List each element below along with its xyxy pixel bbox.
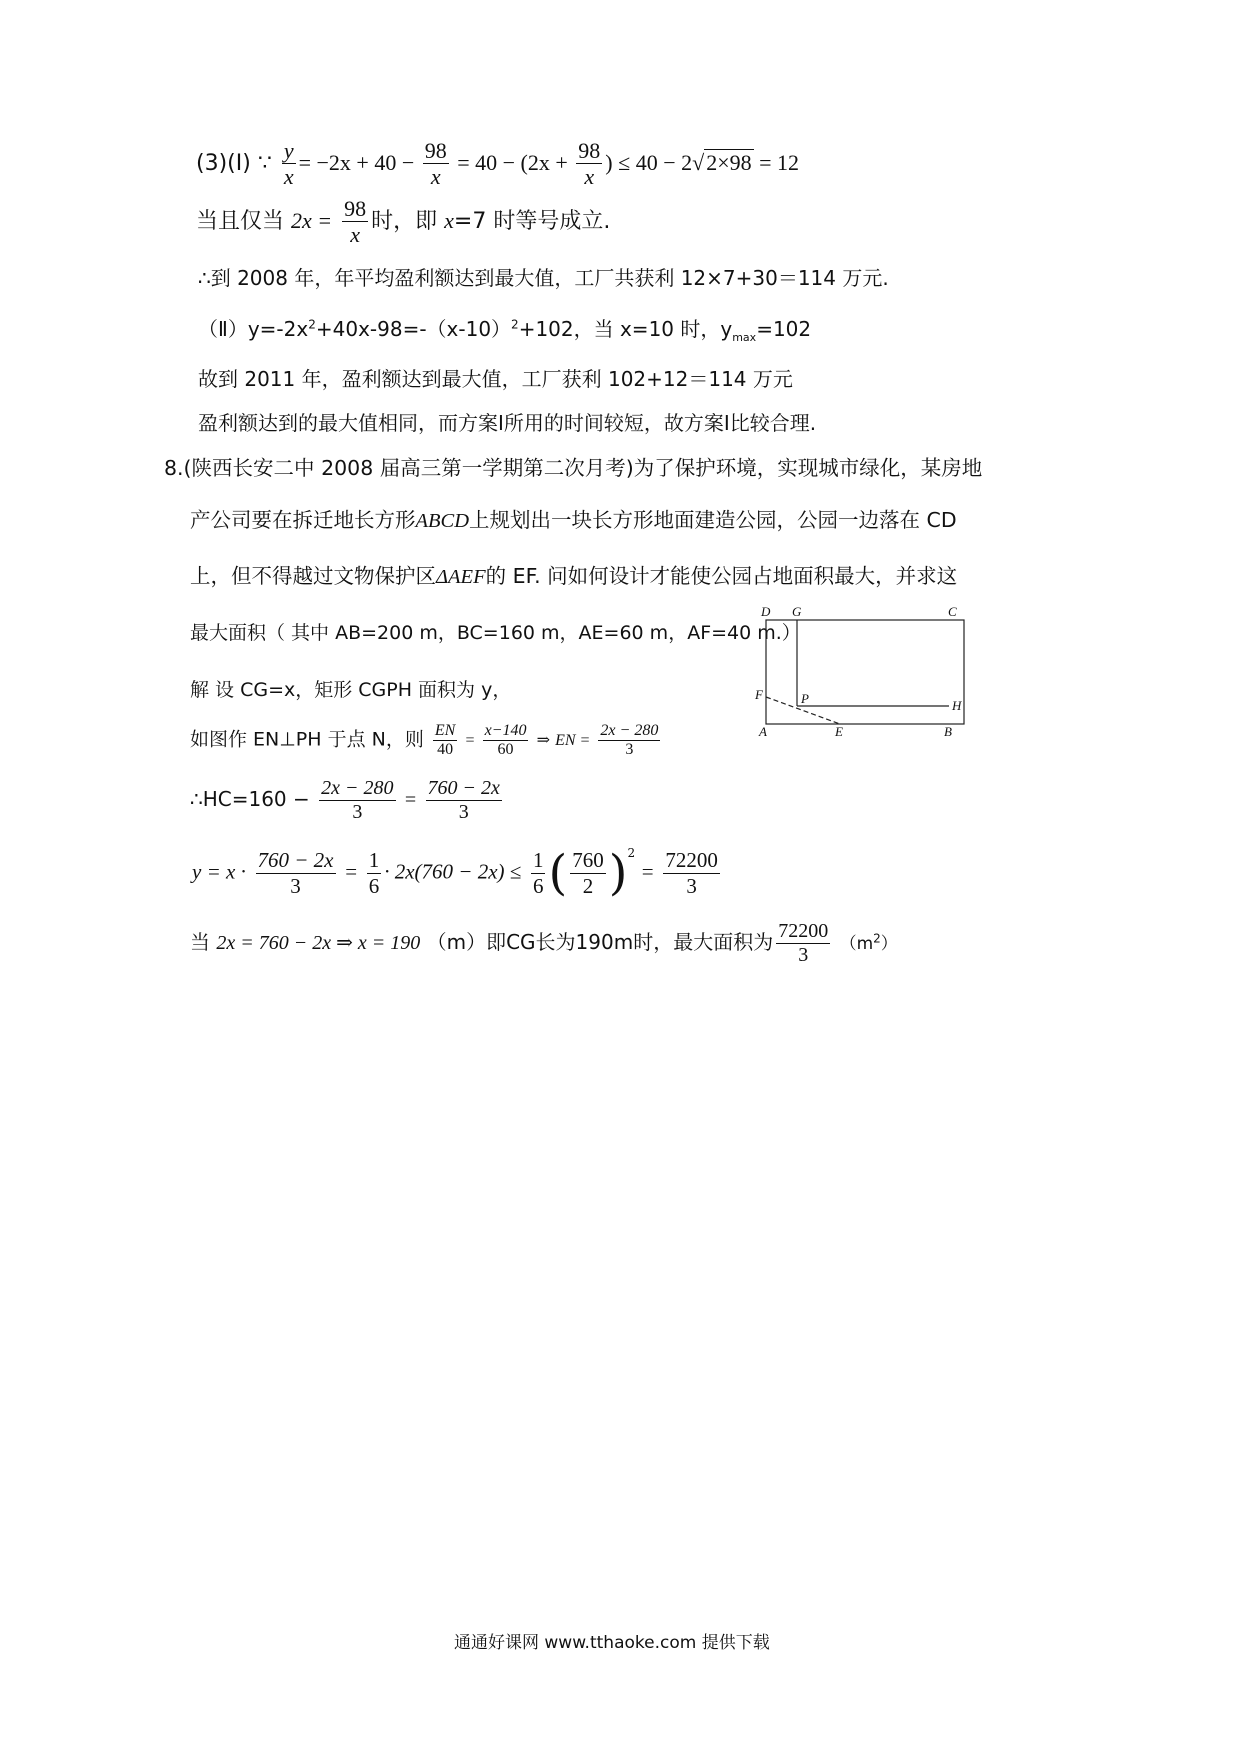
fraction-y-over-x: $\frac{y}{x}$ — [283, 138, 294, 190]
because-symbol: ∵ — [257, 150, 272, 176]
solution3-line1: (3)(Ⅰ) ∵ $\frac{y}{x}$ = −2x + 40 − $\frac{98}{x}$ = 40 − (2x + $\frac{98}{x}$ ) ≤ 40 − 2√2×98 = 12 — [196, 138, 800, 190]
fraction-760-over-2: $\frac{760}{2}$ — [572, 848, 604, 898]
fraction-en-over-40: $\frac{EN}{40}$ — [434, 722, 456, 759]
label-e: E — [835, 724, 843, 739]
label-b: B — [944, 724, 952, 739]
solution-line2: 如图作 EN⊥PH 于点 N，则 $\frac{EN}{40}$ = $\frac{x-140}{60}$ ⇒ EN = $\frac{2x - 280}{3}$ — [190, 722, 659, 759]
label-c: C — [948, 604, 957, 619]
fraction-1-over-6: $\frac{1}{6}$ — [368, 848, 380, 898]
rectangle-diagram — [752, 602, 992, 742]
problem8-line2: 产公司要在拆迁地长方形ABCD上规划出一块长方形地面建造公园，公园一边落在 CD — [190, 508, 957, 532]
equality-condition: 当且仅当 2x = $\frac{98}{x}$ 时，即 x=7 时等号成立. — [196, 196, 611, 248]
fraction-2x280-over-3: $\frac{2x - 280}{3}$ — [600, 722, 659, 759]
problem8-line3: 上，但不得越过文物保护区ΔAEF的 EF. 问如何设计才能使公园占地面积最大，并求这 — [190, 564, 958, 588]
fraction-2x280-over-3-b: $\frac{2x - 280}{3}$ — [321, 777, 394, 823]
problem8-line1: 8.(陕西长安二中 2008 届高三第一学期第二次月考)为了保护环境，实现城市绿化，某房地 — [164, 456, 983, 480]
part-label: (3)(Ⅰ) — [196, 150, 251, 176]
fraction-98-over-x: $\frac{98}{x}$ — [424, 138, 447, 190]
fraction-72200-over-3: $\frac{72200}{3}$ — [665, 848, 718, 898]
fraction-1-over-6-b: $\frac{1}{6}$ — [532, 848, 544, 898]
fraction-760-2x-over-3-b: $\frac{760 - 2x}{3}$ — [257, 848, 334, 898]
rect-abcd — [766, 620, 964, 724]
fraction-x140-over-60: $\frac{x-140}{60}$ — [484, 722, 527, 759]
solution-line1: 解 设 CG=x，矩形 CGPH 面积为 y， — [190, 679, 512, 701]
fraction-98-over-x-2: $\frac{98}{x}$ — [578, 138, 601, 190]
label-f: F — [755, 687, 763, 702]
sqrt-expression: √2×98 — [692, 149, 752, 175]
label-g: G — [792, 604, 802, 619]
part2-equation: $(Ⅱ)y=-2x^2+40x-98=-(x-10)^2+102$，当 x=10 时，$y_{max}=102$ — [198, 317, 812, 344]
label-d: D — [761, 604, 771, 619]
label-a: A — [759, 724, 767, 739]
label-p: P — [801, 691, 809, 706]
footer: 通通好课网 www.tthaoke.com 提供下载 — [454, 1633, 770, 1653]
problem8-line4: 最大面积（ 其中 AB=200 m，BC=160 m，AE=60 m，AF=40 m.） — [190, 622, 801, 644]
label-h: H — [952, 698, 962, 713]
fraction-98-over-x-3: $\frac{98}{x}$ — [344, 196, 367, 248]
fraction-72200-over-3-b: $\frac{72200}{3}$ — [778, 920, 829, 966]
hc-equation: ∴HC=160 − $\frac{2x - 280}{3}$ = $\frac{760 - 2x}{3}$ — [190, 777, 500, 823]
y-equation: y = x · $\frac{760 - 2x}{3}$ = $\frac{1}{6}$ · 2x(760 − 2x) ≤ $\frac{1}{6}$ ( $\frac{760}{2}$ )$^2$ = $\frac{72200}{3}$ — [192, 845, 718, 901]
conclusion-compare: 盈利额达到的最大值相同，而方案Ⅰ所用的时间较短，故方案Ⅰ比较合理. — [198, 411, 817, 435]
conclusion-2011: 故到 2011 年，盈利额达到最大值，工厂获利 102+12＝114 万元 — [198, 367, 793, 391]
fraction-760-2x-over-3: $\frac{760 - 2x}{3}$ — [427, 777, 500, 823]
conclusion-2008: ∴到 2008 年，年平均盈利额达到最大值，工厂共获利 12×7+30＝114 万元. — [198, 266, 889, 290]
final-answer: 当 2x = 760 − 2x ⇒ x = 190 （m）即CG长为190m时，最大面积为 $\frac{72200}{3}$ $(m^2)$ — [190, 920, 898, 966]
